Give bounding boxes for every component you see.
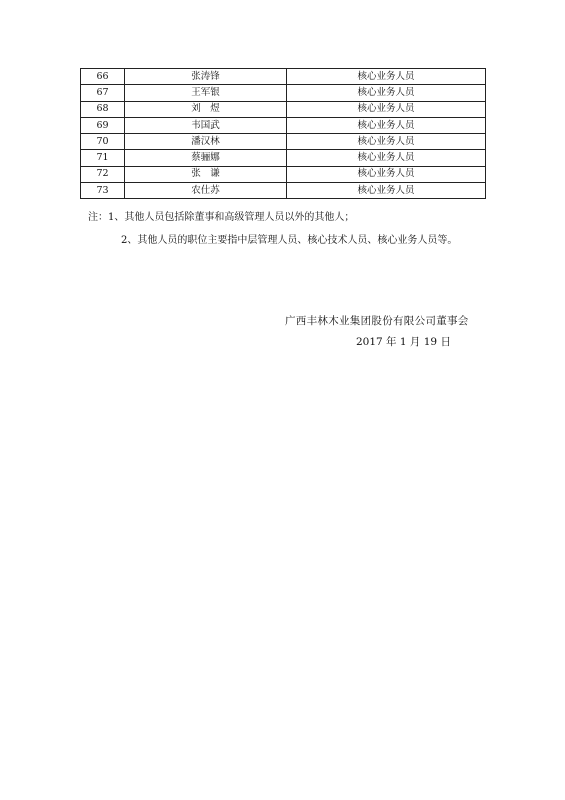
row-number: 66 [81, 69, 125, 85]
person-name: 农仕苏 [125, 183, 287, 199]
row-number: 70 [81, 134, 125, 150]
person-name: 王军银 [125, 85, 287, 101]
table-row [81, 183, 486, 199]
person-position: 核心业务人员 [287, 166, 486, 182]
signature-company: 广西丰林木业集团股份有限公司董事会 [285, 315, 469, 327]
person-position: 核心业务人员 [287, 150, 486, 166]
row-number: 68 [81, 101, 125, 117]
person-name: 蔡骊娜 [125, 150, 287, 166]
personnel-table [80, 68, 486, 199]
person-position: 核心业务人员 [287, 101, 486, 117]
table-row [81, 134, 486, 150]
person-position: 核心业务人员 [287, 134, 486, 150]
table-row [81, 85, 486, 101]
person-name: 刘 煜 [125, 101, 287, 117]
table-row [81, 166, 486, 182]
table-row [81, 101, 486, 117]
person-name: 张涛锋 [125, 69, 287, 85]
table-row [81, 150, 486, 166]
note-2: 2、其他人员的职位主要指中层管理人员、核心技术人员、核心业务人员等。 [121, 235, 458, 246]
table-row [81, 69, 486, 85]
row-number: 72 [81, 166, 125, 182]
person-position: 核心业务人员 [287, 183, 486, 199]
person-name: 潘汉林 [125, 134, 287, 150]
row-number: 71 [81, 150, 125, 166]
row-number: 69 [81, 117, 125, 133]
person-name: 韦国武 [125, 117, 287, 133]
person-position: 核心业务人员 [287, 117, 486, 133]
table-row [81, 117, 486, 133]
row-number: 67 [81, 85, 125, 101]
person-position: 核心业务人员 [287, 85, 486, 101]
row-number: 73 [81, 183, 125, 199]
person-name: 张 谦 [125, 166, 287, 182]
note-1: 注：1、其他人员包括除董事和高级管理人员以外的其他人； [88, 212, 355, 223]
person-position: 核心业务人员 [287, 69, 486, 85]
signature-date: 2017 年 1 月 19 日 [356, 336, 451, 348]
